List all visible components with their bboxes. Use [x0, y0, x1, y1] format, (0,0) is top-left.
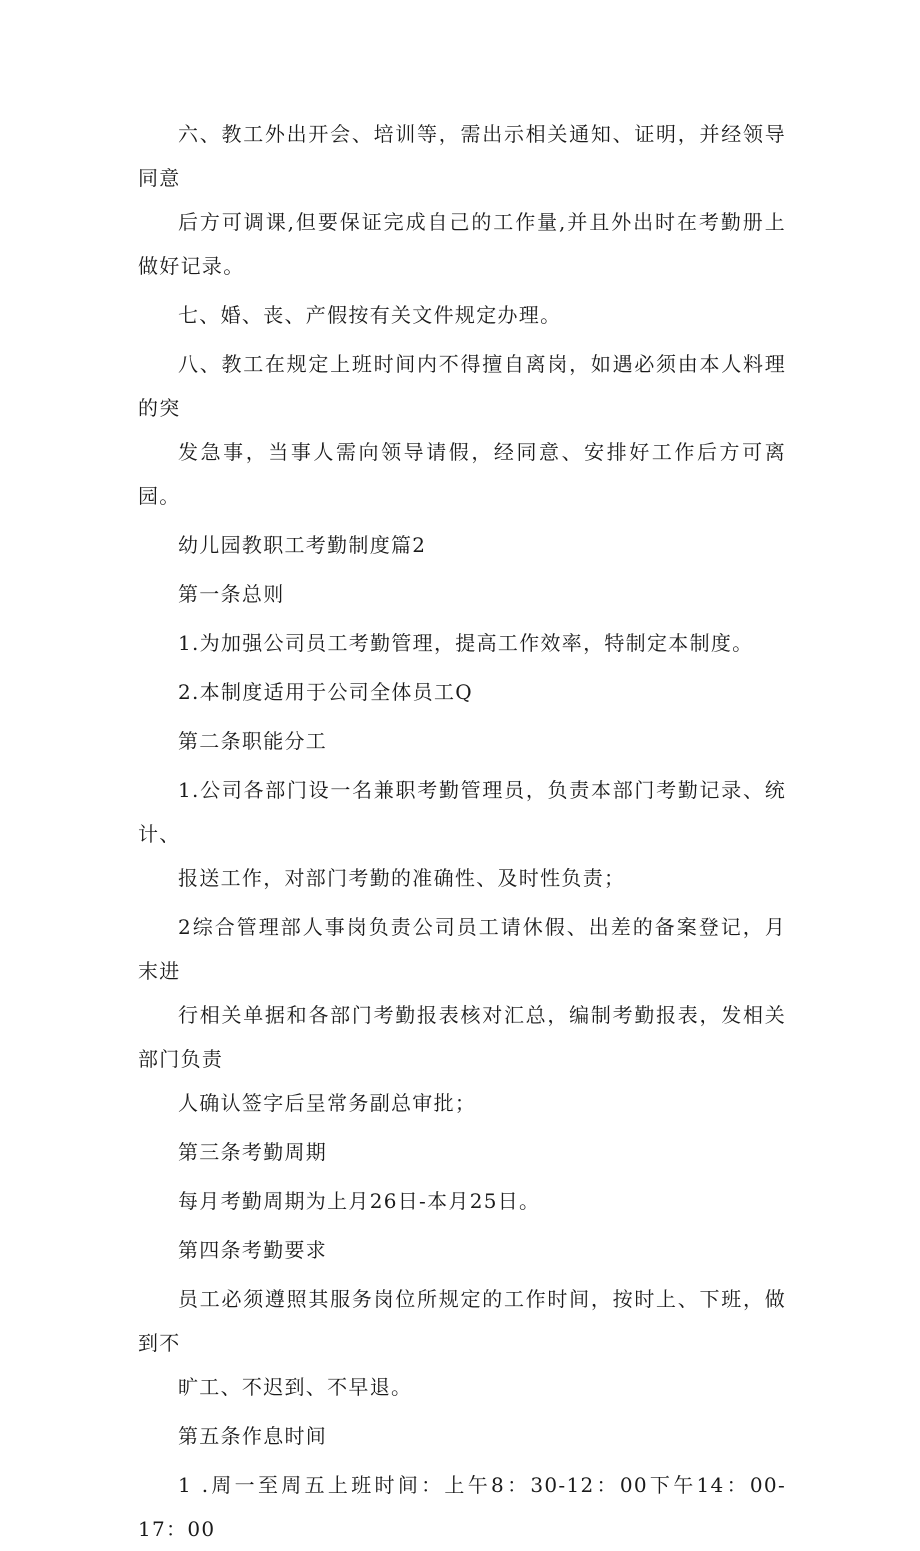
text-line: 每月考勤周期为上月26日-本月25日。 [178, 1189, 541, 1213]
text-line: 发急事，当事人需向领导请假，经同意、安排好工作后方可离园。 [138, 440, 786, 508]
text-line: 旷工、不迟到、不早退。 [178, 1375, 413, 1399]
paragraph-meeting-training [138, 112, 786, 288]
text-line: 幼儿园教职工考勤制度篇2 [178, 533, 427, 557]
paragraph-scope [138, 670, 786, 714]
text-line: 员工必须遵照其服务岗位所规定的工作时间，按时上、下班，做到不 [138, 1287, 786, 1355]
section-title [138, 523, 786, 567]
paragraph-requirements [138, 1277, 786, 1409]
paragraph-hr-duties [138, 905, 786, 1125]
text-line: 八、教工在规定上班时间内不得擅自离岗，如遇必须由本人料理的突 [138, 352, 786, 420]
text-line: 行相关单据和各部门考勤报表核对汇总，编制考勤报表，发相关部门负责 [138, 1003, 786, 1071]
paragraph-marriage-leave [138, 293, 786, 337]
paragraph-purpose [138, 621, 786, 665]
text-line: 1.为加强公司员工考勤管理，提高工作效率，特制定本制度。 [178, 631, 754, 655]
text-line: 1 .周一至周五上班时间：上午8：30-12：00下午14：00-17：00 [138, 1473, 786, 1541]
paragraph-no-leaving-post [138, 342, 786, 518]
article-heading-duties [138, 719, 786, 763]
text-line: 第二条职能分工 [178, 729, 328, 753]
text-line: 第一条总则 [178, 582, 285, 606]
paragraph-department-admin [138, 768, 786, 900]
text-line: 后方可调课,但要保证完成自己的工作量,并且外出时在考勤册上做好记录。 [138, 210, 786, 278]
text-line: 1.公司各部门设一名兼职考勤管理员，负责本部门考勤记录、统计、 [138, 778, 786, 846]
article-heading-cycle [138, 1130, 786, 1174]
article-heading-schedule [138, 1414, 786, 1458]
text-line: 人确认签字后呈常务副总审批； [178, 1091, 477, 1115]
article-heading-requirements [138, 1228, 786, 1272]
text-line: 2综合管理部人事岗负责公司员工请休假、出差的备案登记，月末进 [138, 915, 786, 983]
text-line: 第四条考勤要求 [178, 1238, 328, 1262]
paragraph-work-hours [138, 1463, 786, 1551]
text-line: 第五条作息时间 [178, 1424, 328, 1448]
text-line: 2.本制度适用于公司全体员工Q [178, 680, 473, 704]
text-line: 报送工作，对部门考勤的准确性、及时性负责； [178, 866, 626, 890]
document-body [138, 112, 786, 1551]
text-line: 七、婚、丧、产假按有关文件规定办理。 [178, 303, 562, 327]
paragraph-cycle-dates [138, 1179, 786, 1223]
text-line: 六、教工外出开会、培训等，需出示相关通知、证明，并经领导同意 [138, 122, 786, 190]
article-heading-general [138, 572, 786, 616]
text-line: 第三条考勤周期 [178, 1140, 328, 1164]
